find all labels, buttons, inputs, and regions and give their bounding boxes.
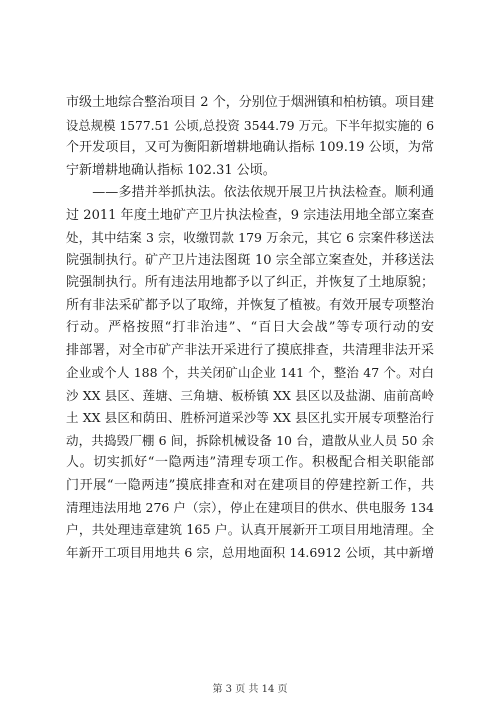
text-line: 排部署，对全市矿产非法开采进行了摸底排查，共清理非法开采: [66, 342, 434, 358]
text-line: 院强制执行。所有违法用地都予以了纠正，并恢复了土地原貌；: [66, 275, 434, 290]
text-line: 个开发项目，又可为衡阳新增耕地确认指标 109.19 公顷，为常: [66, 140, 434, 155]
text-line: 行动。严格按照“打非治违”、“百日大会战”等专项行动的安: [66, 320, 434, 335]
page-footer: 第 3 页 共 14 页: [212, 684, 288, 695]
text-line: 年新开工项目用地共 6 宗，总用地面积 14.6912 公顷，其中新增: [66, 545, 434, 560]
text-line: 门开展“一隐两违”摸底排查和对在建项目的停建控新工作，共: [66, 477, 434, 493]
text-line: 人。切实抓好“一隐两违”清理专项工作。积极配合相关职能部: [66, 455, 434, 470]
text-line: 设总规模 1577.51 公顷,总投资 3544.79 万元。下半年拟实施的 6: [66, 118, 434, 133]
text-line: 动，共捣毁厂棚 6 间，拆除机械设备 10 台，遣散从业人员 50 余: [66, 432, 434, 448]
text-line: 过 2011 年度土地矿产卫片执法检查，9 宗违法用地全部立案查: [66, 207, 434, 223]
text-line: 沙 XX 县区、莲塘、三角塘、板桥镇 XX 县区以及盐湖、庙前高岭: [66, 387, 434, 403]
body-text: [66, 92, 434, 565]
text-line: 土 XX 县区和荫田、胜桥河道采沙等 XX 县区扎实开展专项整治行: [66, 410, 434, 425]
text-line: 清理违法用地 276 户（宗），停止在建项目的供水、供电服务 134: [66, 500, 434, 515]
text-line: 市级土地综合整治项目 2 个，分别位于烟洲镇和柏枋镇。项目建: [66, 95, 434, 110]
text-line: 企业或个人 188 个，共关闭矿山企业 141 个，整治 47 个。对白: [66, 365, 434, 380]
text-line: 所有非法采矿都予以了取缔，并恢复了植被。有效开展专项整治: [66, 297, 434, 313]
text-line: 院强制执行。矿产卫片违法图斑 10 宗全部立案查处，并移送法: [66, 252, 434, 268]
text-line: 宁新增耕地确认指标 102.31 公顷。: [66, 162, 276, 178]
text-line: 处，其中结案 3 宗，收缴罚款 179 万余元，其它 6 宗案件移送法: [66, 230, 434, 245]
text-line: ——多措并举抓执法。依法依规开展卫片执法检查。顺利通: [66, 185, 434, 200]
text-line: 户，共处理违章建筑 165 户。认真开展新开工项目用地清理。全: [66, 522, 434, 538]
